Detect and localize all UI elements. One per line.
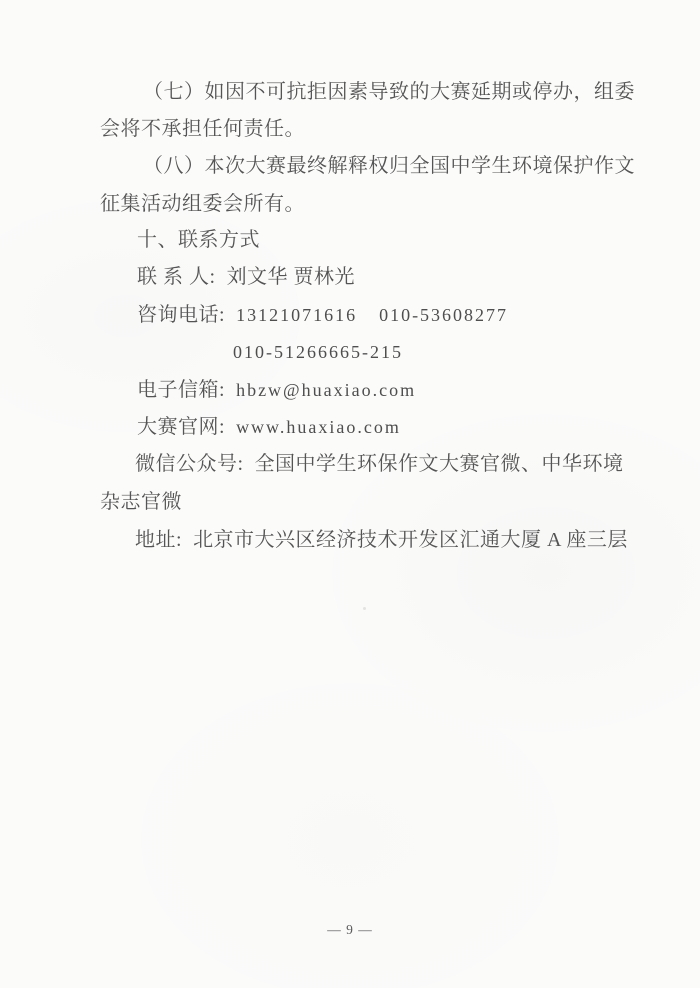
- contact-person-label: 联 系 人:: [137, 266, 216, 288]
- wechat-value-line-1: 全国中学生环保作文大赛官微、中华环境: [254, 453, 624, 475]
- phone-number-1: 13121071616: [236, 305, 358, 325]
- website-line: [137, 414, 401, 440]
- email-value: hbzw@huaxiao.com: [236, 380, 417, 400]
- phone-number-3: 010-51266665-215: [233, 342, 403, 362]
- website-label: 大赛官网:: [137, 416, 226, 438]
- address-label: 地址:: [135, 529, 183, 551]
- page-number: — 9 —: [327, 922, 373, 937]
- wechat-line-2: 杂志官微: [100, 491, 182, 513]
- email-label: 电子信箱:: [137, 379, 226, 401]
- email-line: [137, 377, 416, 403]
- contact-person-line: [137, 264, 355, 290]
- phone-number-2: 010-53608277: [379, 305, 509, 325]
- website-value: www.huaxiao.com: [236, 417, 401, 437]
- wechat-line-1: [135, 451, 624, 477]
- address-value: 北京市大兴区经济技术开发区汇通大厦 A 座三层: [193, 529, 628, 551]
- section-10-title: 十、联系方式: [137, 229, 260, 251]
- address-line: [135, 527, 628, 553]
- phone-label: 咨询电话:: [137, 304, 226, 326]
- paragraph-8-line-2: 征集活动组委会所有。: [100, 193, 305, 215]
- contact-person-value: 刘文华 贾林光: [226, 266, 356, 288]
- paragraph-7-line-2: 会将不承担任何责任。: [100, 118, 305, 140]
- paragraph-7-line-1: （七）如因不可抗拒因素导致的大赛延期或停办，组委: [143, 81, 635, 103]
- wechat-label: 微信公众号:: [135, 453, 244, 475]
- phone-line: [137, 302, 508, 328]
- phone-line-2: [233, 339, 403, 365]
- scan-speck: [363, 607, 366, 610]
- paragraph-8-line-1: （八）本次大赛最终解释权归全国中学生环境保护作文: [143, 155, 635, 177]
